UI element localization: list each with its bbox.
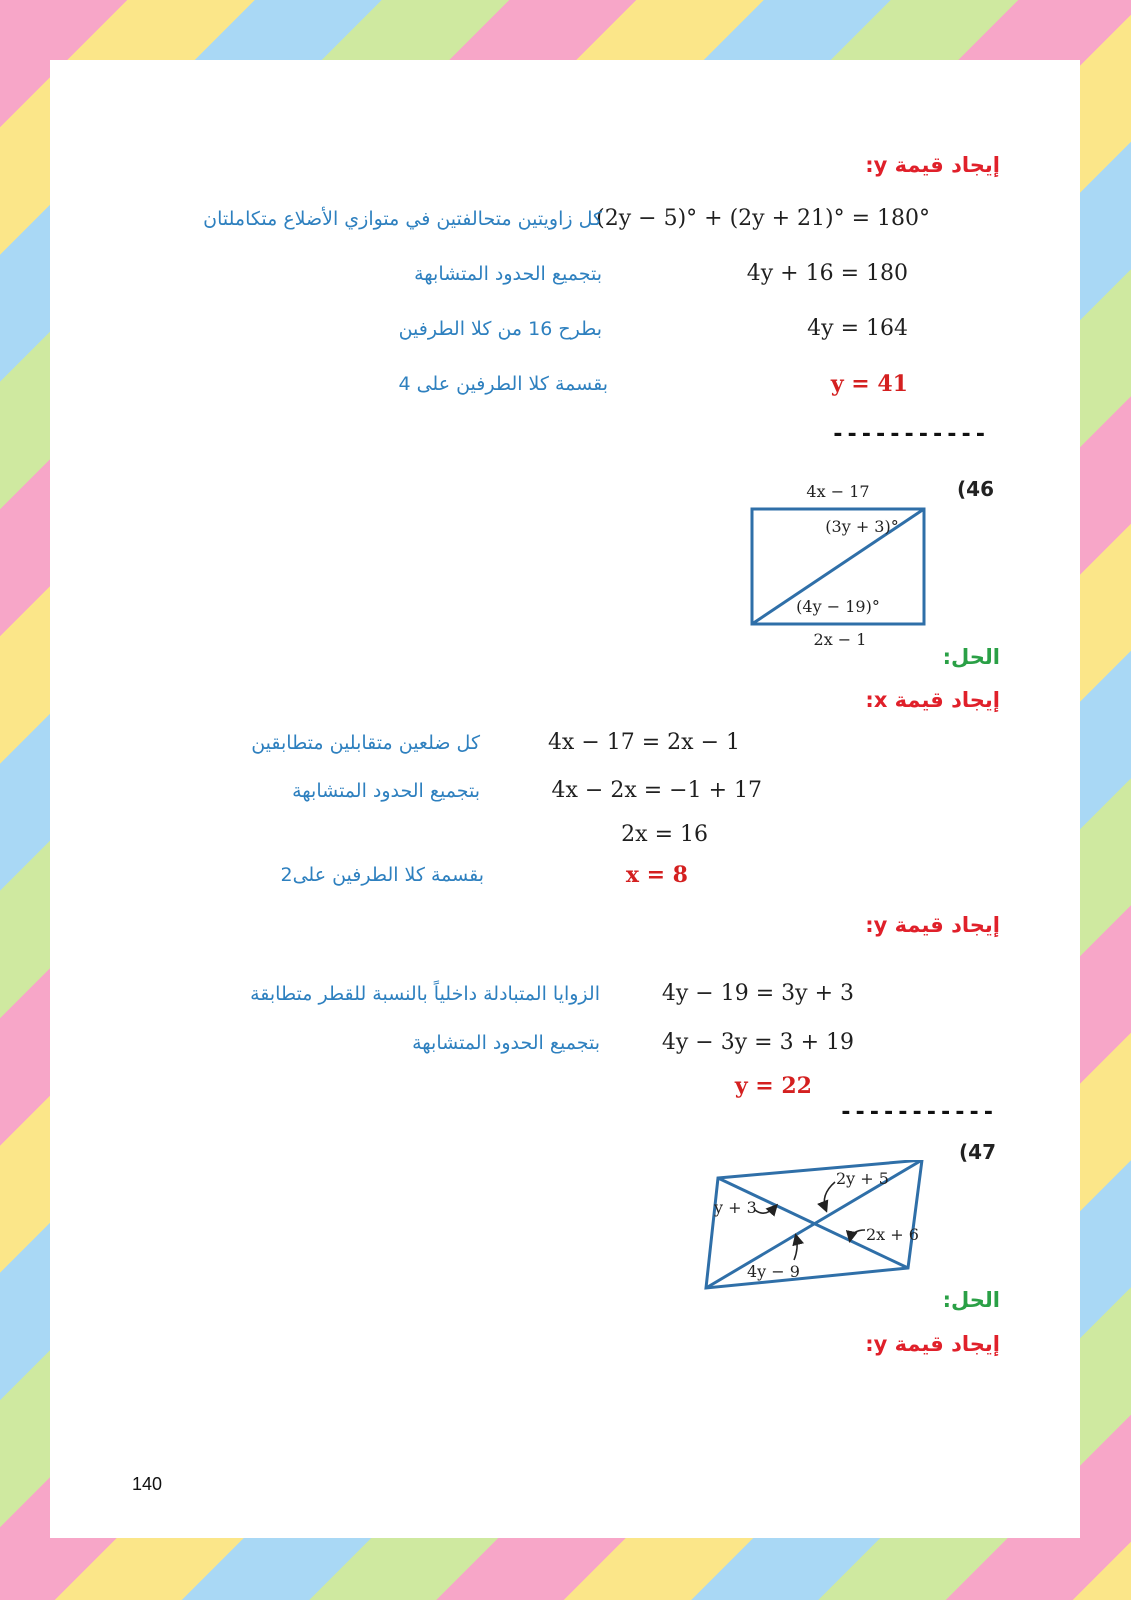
side-label-bottom: 2x − 1 — [813, 630, 867, 648]
equation: 4y + 16 = 180 — [746, 261, 908, 286]
equation: 4x − 17 = 2x − 1 — [547, 730, 740, 755]
equation: 4x − 2x = −1 + 17 — [551, 778, 762, 803]
step-note: بتجميع الحدود المتشابهة — [292, 780, 480, 802]
separator: ----------- — [831, 422, 988, 447]
problem-number-47: (47 — [959, 1140, 996, 1164]
equation: 4y − 19 = 3y + 3 — [661, 981, 854, 1006]
angle-label-bottom: (4y − 19)° — [796, 597, 880, 616]
solution-label-47: الحل: — [942, 1288, 1000, 1312]
page-number: 140 — [132, 1474, 163, 1494]
equation: 4y − 3y = 3 + 19 — [661, 1030, 854, 1055]
angle-arrow — [850, 1230, 865, 1240]
step-note: بتجميع الحدود المتشابهة — [412, 1032, 600, 1054]
side-label-top: 4x − 17 — [806, 482, 870, 501]
heading-find-y-3: إيجاد قيمة y: — [865, 1332, 1000, 1356]
angle-label-top: (3y + 3)° — [825, 517, 899, 536]
step-note: كل زاويتين متحالفتين في متوازي الأضلاع متكاملتان — [203, 208, 602, 230]
step-note: بقسمة كلا الطرفين على2 — [280, 864, 484, 886]
equation: 4y = 164 — [807, 316, 908, 341]
step-note: بتجميع الحدود المتشابهة — [414, 263, 602, 285]
angle-label-left: y + 3 — [714, 1198, 757, 1217]
separator: ----------- — [839, 1100, 996, 1125]
angle-arrow — [794, 1236, 797, 1260]
heading-find-y-1: إيجاد قيمة y: — [865, 153, 1000, 177]
parallelogram-figure-47 — [700, 1160, 940, 1290]
step-note: الزوايا المتبادلة داخلياً بالنسبة للقطر متطابقة — [250, 983, 600, 1005]
step-note: كل ضلعين متقابلين متطابقين — [251, 732, 480, 754]
equation: (2y − 5)° + (2y + 21)° = 180° — [596, 206, 930, 231]
equation: 2x = 16 — [621, 822, 708, 847]
angle-arrow — [824, 1182, 835, 1210]
angle-label-top: 2y + 5 — [836, 1169, 889, 1188]
equation-result: x = 8 — [625, 862, 688, 888]
angle-label-right: 2x + 6 — [866, 1225, 919, 1244]
angle-arrow — [755, 1206, 776, 1213]
heading-find-x: إيجاد قيمة x: — [865, 688, 1000, 712]
heading-find-y-2: إيجاد قيمة y: — [865, 913, 1000, 937]
equation-result: y = 41 — [830, 371, 908, 397]
problem-number-46: (46 — [957, 477, 994, 501]
equation-result: y = 22 — [734, 1073, 812, 1099]
angle-label-bottom: 4y − 9 — [747, 1262, 800, 1281]
step-note: بطرح 16 من كلا الطرفين — [398, 318, 602, 340]
rectangle-figure-46 — [740, 472, 930, 648]
worksheet-page — [50, 60, 1080, 1538]
step-note: بقسمة كلا الطرفين على 4 — [398, 373, 608, 395]
solution-label-46: الحل: — [942, 645, 1000, 669]
